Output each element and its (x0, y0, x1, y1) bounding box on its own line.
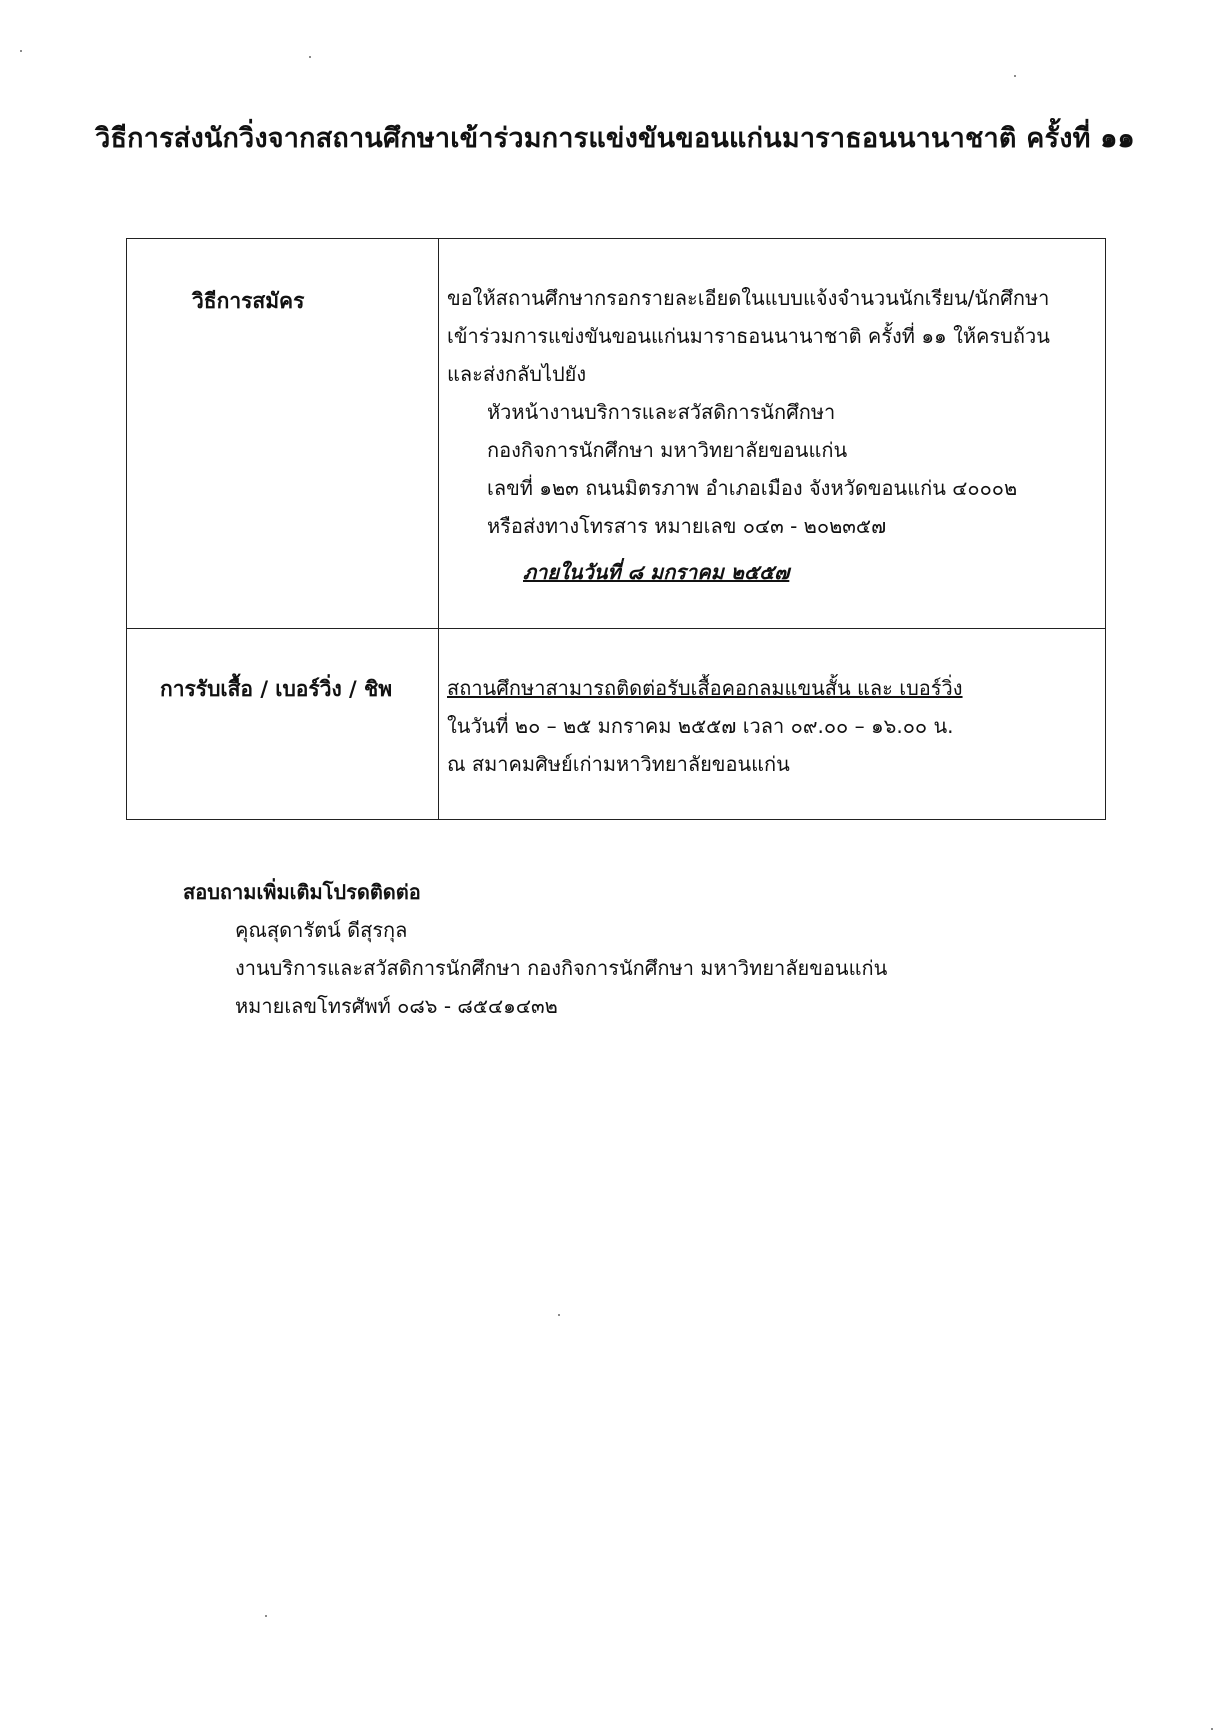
scan-speck (309, 56, 311, 58)
row-content-application (447, 279, 1050, 591)
contact-section (183, 873, 887, 1025)
pickup-line: ณ สมาคมศิษย์เก่ามหาวิทยาลัยขอนแก่น (447, 752, 790, 776)
pickup-line: ในวันที่ ๒๐ – ๒๕ มกราคม ๒๕๕๗ เวลา ๐๙.๐๐ – ๑๖.๐๐ น. (447, 714, 954, 738)
scan-speck (1014, 75, 1016, 77)
contact-name: คุณสุดารัตน์ ดีสุรกุล (235, 918, 408, 942)
scan-speck (20, 50, 22, 52)
scan-speck (265, 1615, 267, 1617)
address-line: เลขที่ ๑๒๓ ถนนมิตรภาพ อำเภอเมือง จังหวัดขอนแก่น ๔๐๐๐๒ (487, 476, 1018, 500)
contact-heading: สอบถามเพิ่มเติมโปรดติดต่อ (183, 880, 421, 904)
row-label-pickup: การรับเสื้อ / เบอร์วิ่ง / ชิพ (160, 677, 393, 701)
scan-speck (1211, 1728, 1213, 1730)
address-line: หัวหน้างานบริการและสวัสดิการนักศึกษา (487, 400, 836, 424)
application-line: และส่งกลับไปยัง (447, 362, 587, 386)
scan-speck (558, 1314, 560, 1316)
application-line: ขอให้สถานศึกษากรอกรายละเอียดในแบบแจ้งจำนวนนักเรียน/นักศึกษา (447, 286, 1050, 310)
pickup-line: สถานศึกษาสามารถติดต่อรับเสื้อคอกลมแขนสั้น และ เบอร์วิ่ง (447, 676, 963, 700)
contact-phone: หมายเลขโทรศัพท์ ๐๘๖ - ๘๕๔๑๔๓๒ (235, 994, 558, 1018)
fax-line: หรือส่งทางโทรสาร หมายเลข ๐๔๓ - ๒๐๒๓๕๗ (487, 514, 887, 538)
deadline-text: ภายในวันที่ ๘ มกราคม ๒๕๕๗ (523, 560, 790, 584)
contact-office: งานบริการและสวัสดิการนักศึกษา กองกิจการนักศึกษา มหาวิทยาลัยขอนแก่น (235, 956, 888, 980)
table-column-divider (438, 239, 439, 819)
application-line: เข้าร่วมการแข่งขันขอนแก่นมาราธอนนานาชาติ ครั้งที่ ๑๑ ให้ครบถ้วน (447, 324, 1050, 348)
info-table (126, 238, 1106, 820)
row-content-pickup (447, 669, 963, 783)
address-line: กองกิจการนักศึกษา มหาวิทยาลัยขอนแก่น (487, 438, 848, 462)
row-label-application: วิธีการสมัคร (192, 289, 305, 313)
document-title: วิธีการส่งนักวิ่งจากสถานศึกษาเข้าร่วมการแข่งขันขอนแก่นมาราธอนนานาชาติ ครั้งที่ ๑๑ (95, 123, 1135, 154)
table-row-divider (127, 628, 1105, 629)
